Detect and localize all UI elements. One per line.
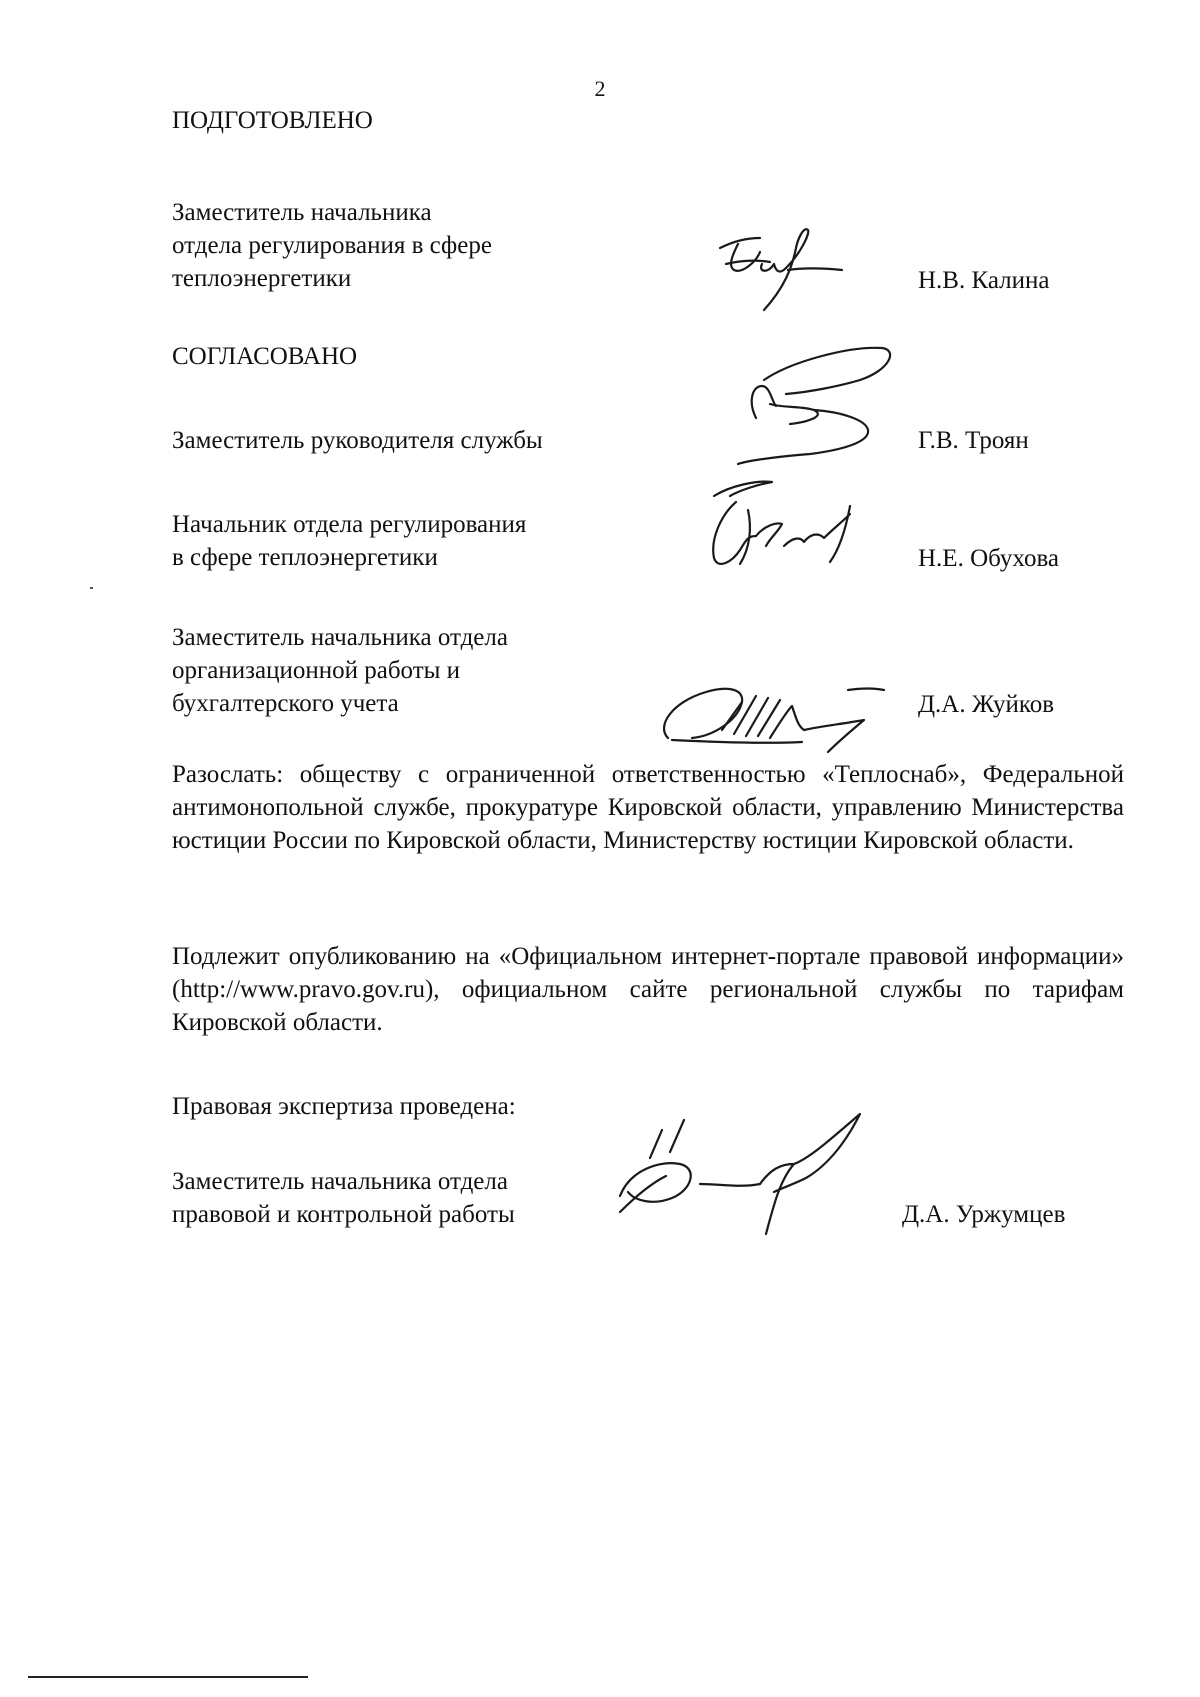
agreed-position-3	[172, 621, 508, 720]
agreed-position-2	[172, 508, 526, 574]
signature-kalina	[712, 224, 862, 314]
position-line: бухгалтерского учета	[172, 690, 399, 717]
signatory-name: Д.А. Уржумцев	[902, 1201, 1066, 1228]
signatory-name: Д.А. Жуйков	[918, 691, 1055, 718]
signature-obukhova	[700, 466, 870, 576]
prepared-heading: ПОДГОТОВЛЕНО	[172, 107, 373, 134]
position-line: теплоэнергетики	[172, 265, 352, 292]
position-line: Заместитель начальника	[172, 199, 432, 226]
position-line: правовой и контрольной работы	[172, 1201, 515, 1228]
footer-rule	[28, 1676, 308, 1678]
signatory-name: Н.В. Калина	[918, 267, 1050, 294]
position-line: Заместитель руководителя службы	[172, 427, 543, 454]
agreed-position-1	[172, 424, 543, 457]
signatory-name: Н.Е. Обухова	[918, 545, 1060, 572]
signature-urzhumtsev	[610, 1108, 880, 1248]
position-line: Заместитель начальника отдела	[172, 1168, 508, 1195]
prepared-position	[172, 196, 492, 295]
position-line: организационной работы и	[172, 657, 461, 684]
scan-speck	[90, 587, 93, 589]
position-line: в сфере теплоэнергетики	[172, 544, 438, 571]
legal-review-position	[172, 1165, 515, 1231]
signatory-name: Г.В. Троян	[918, 427, 1029, 454]
agreed-heading: СОГЛАСОВАНО	[172, 343, 358, 370]
position-line: Заместитель начальника отдела	[172, 624, 508, 651]
signature-zhuykov	[652, 666, 892, 756]
position-line: отдела регулирования в сфере	[172, 232, 492, 259]
legal-review-heading: Правовая экспертиза проведена:	[172, 1093, 516, 1120]
position-line: Начальник отдела регулирования	[172, 511, 527, 538]
distribution-list: Разослать: обществу с ограниченной ответственностью «Теплоснаб», Федеральной антимонопольной службе, прокуратуре Кировской области, управлению Министерства юстиции России по Кировской области, Министерству юстиции Кировской области.	[172, 761, 1124, 854]
publication-note: Подлежит опубликованию на «Официальном интернет-портале правовой информации» (http://www.pravo.gov.ru), официальном сайте региональной службы по тарифам Кировской области.	[172, 943, 1124, 1036]
page-number: 2	[594, 76, 606, 101]
signature-troyan	[730, 346, 900, 466]
